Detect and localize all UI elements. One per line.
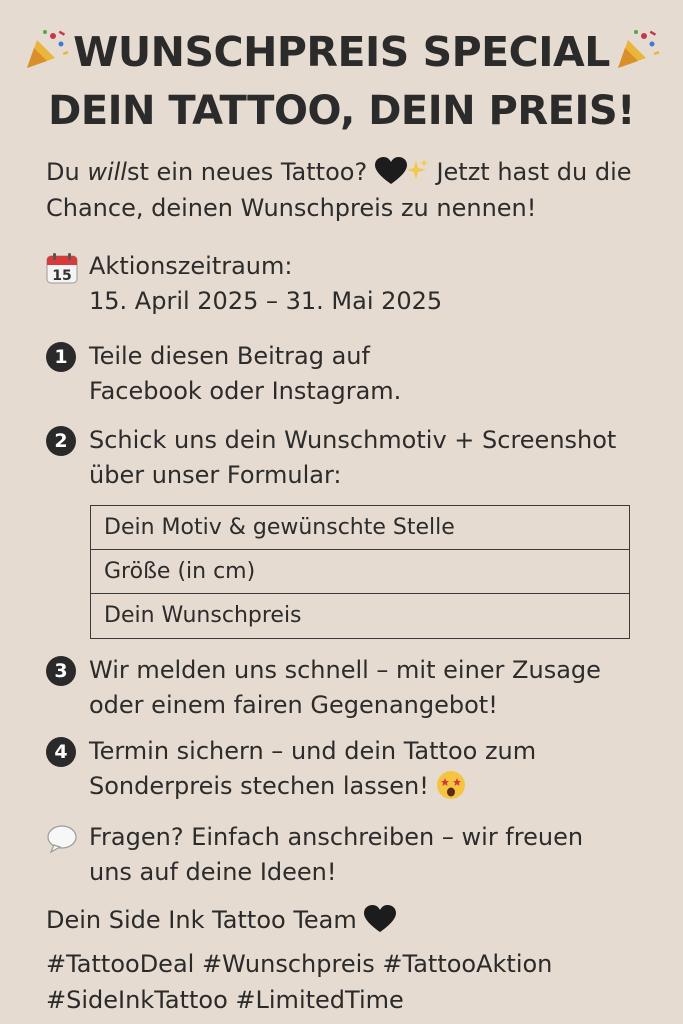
- form-field-price[interactable]: Dein Wunschpreis: [104, 603, 302, 628]
- svg-text:15: 15: [52, 268, 72, 284]
- step-number-1: 1: [46, 342, 76, 372]
- signature: [46, 902, 396, 938]
- calendar-icon: [46, 252, 78, 284]
- period-dates: 15. April 2025 – 31. Mai 2025: [89, 287, 443, 315]
- title-line-1: [0, 26, 683, 76]
- intro-emphasis: will: [87, 158, 127, 186]
- step-number-4: 4: [46, 737, 76, 767]
- form-fields-table: [90, 505, 630, 639]
- step-text-1: Teile diesen Beitrag auf Facebook oder Instagram.: [89, 342, 402, 405]
- page-title: WUNSCHPREIS SPECIAL: [73, 28, 610, 76]
- step-text-2: Schick uns dein Wunschmotiv + Screenshot über unser Formular:: [89, 426, 617, 489]
- intro-part-1: Du: [46, 158, 88, 186]
- sparkles-icon: [407, 158, 429, 182]
- page-subtitle: DEIN TATTOO, DEIN PREIS!: [48, 88, 635, 134]
- question-note: [46, 820, 646, 890]
- promotion-period: [46, 249, 646, 319]
- step-text-3: Wir melden uns schnell – mit einer Zusage oder einem fairen Gegenangebot!: [89, 656, 601, 719]
- intro-part-2: st ein neues Tattoo?: [126, 158, 375, 186]
- period-label: Aktionszeitraum:: [89, 252, 293, 280]
- form-field-size[interactable]: Größe (in cm): [91, 550, 629, 594]
- step-3: [46, 653, 646, 723]
- form-field-motif[interactable]: Dein Motiv & gewünschte Stelle: [91, 506, 629, 550]
- step-text-4: [89, 734, 609, 804]
- intro-part-3: Jetzt hast du die Chance, deinen Wunschpreis zu nennen!: [46, 158, 632, 222]
- black-heart-icon: [364, 905, 396, 933]
- step-2: [46, 423, 646, 493]
- step-4: [46, 734, 646, 804]
- intro-text: [46, 154, 646, 226]
- party-popper-icon: [614, 26, 660, 72]
- question-text: Fragen? Einfach anschreiben – wir freuen uns auf deine Ideen!: [89, 823, 584, 886]
- speech-bubble-icon: [46, 823, 78, 855]
- party-popper-icon: [23, 26, 69, 72]
- step-text-4-content: Termin sichern – und dein Tattoo zum Sonderpreis stechen lassen!: [89, 737, 537, 800]
- step-1: [46, 339, 646, 409]
- black-heart-icon: [375, 157, 407, 185]
- star-struck-face-icon: [436, 770, 466, 800]
- hashtags: #TattooDeal #Wunschpreis #TattooAktion #SideInkTattoo #LimitedTime: [46, 950, 553, 1014]
- step-number-2: 2: [46, 426, 76, 456]
- signature-text: Dein Side Ink Tattoo Team: [46, 906, 365, 934]
- step-number-3: 3: [46, 656, 76, 686]
